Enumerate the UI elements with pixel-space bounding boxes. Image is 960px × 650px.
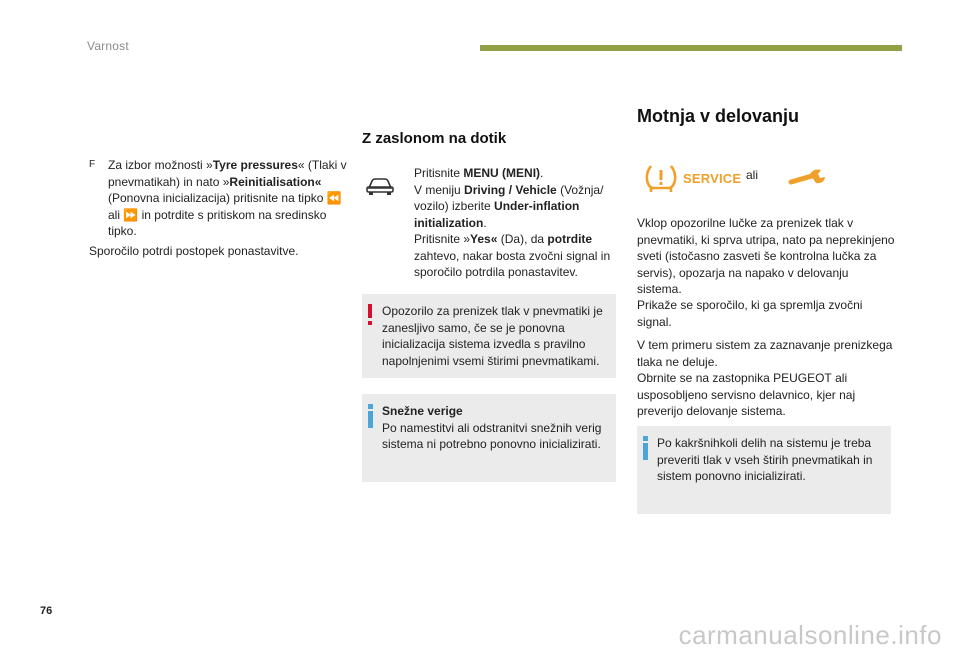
- warning-icon: [368, 304, 372, 324]
- service-label: SERVICE: [683, 171, 742, 186]
- info-title: Snežne verige: [382, 404, 463, 418]
- touchscreen-heading: Z zaslonom na dotik: [362, 130, 507, 147]
- confirmation-note: Sporočilo potrdi postopek ponastavitve.: [89, 244, 299, 258]
- touchscreen-instructions: Pritisnite MENU (MENI). V meniju Driving / Vehicle (Vožnja/ vozilo) izberite Under-inflation initialization. Pritisnite »Yes« (Da), da potrdite zahtevo, nakar bosta zvočni signal in sporočilo potrdila ponastavitev.: [414, 166, 611, 279]
- brand-name: PEUGEOT: [773, 371, 832, 385]
- section-title: Varnost: [87, 39, 129, 53]
- malfunction-heading: Motnja v delovanju: [637, 106, 800, 126]
- malfunction-paragraph-3: V tem primeru sistem za zaznavanje prenizkega tlaka ne deluje. Obrnite se na zastopnika PEUGEOT ali usposobljeno servisno delavnico, kjer naj preverijo delovanje sistema.: [637, 338, 893, 418]
- arrow-left-icon: ⏪: [326, 191, 342, 205]
- page-number: 76: [40, 605, 53, 617]
- info-text: Po kakršnihkoli delih na sistemu je treba preveriti tlak v vseh štirih pnevmatikah in sistem ponovno inicializirati.: [657, 436, 873, 483]
- malfunction-paragraph-1: Vklop opozorilne lučke za prenizek tlak v pnevmatiki, ki sprva utripa, nato pa neprekinjeno sveti (istočasno zasveti še kontrolna lučka za servis), opozarja na napako v delovanju sistema.: [637, 216, 895, 296]
- info-box-snow-chains: [362, 394, 616, 482]
- info-box-reinitialise: [637, 426, 891, 514]
- step-bullet: F: [89, 159, 96, 170]
- info-text: Po namestitvi ali odstranitvi snežnih verig sistema ni potrebno ponovno inicializirati.: [382, 420, 602, 451]
- header-accent-bar: [480, 45, 902, 51]
- or-label: ali: [746, 168, 759, 182]
- car-icon: [365, 176, 395, 196]
- info-icon: [368, 404, 373, 428]
- instruction-step: [89, 157, 351, 240]
- arrow-right-icon: ⏩: [123, 207, 139, 222]
- warning-box: [362, 294, 616, 378]
- step-text: Za izbor možnosti »Tyre pressures« (Tlaki v pnevmatikah) in nato »Reinitialisation« (Ponovna inicializacija) pritisnite na tipko ⏪ ali ⏩ in potrdite s pritiskom na sredinsko tipko.: [108, 158, 347, 238]
- warning-text: Opozorilo za prenizek tlak v pnevmatiki je zanesljivo samo, če se je ponovna inicializacija sistema izvedla s pravilno napolnjenimi vsemi štirimi pnevmatikami.: [382, 304, 603, 368]
- malfunction-paragraph-2: Prikaže se sporočilo, ki ga spremlja zvočni signal.: [637, 298, 863, 329]
- tyre-pressure-warning-icon: [643, 162, 679, 194]
- wrench-icon: [788, 167, 830, 189]
- info-icon: [643, 436, 648, 460]
- watermark: carmanualsonline.info: [678, 619, 942, 650]
